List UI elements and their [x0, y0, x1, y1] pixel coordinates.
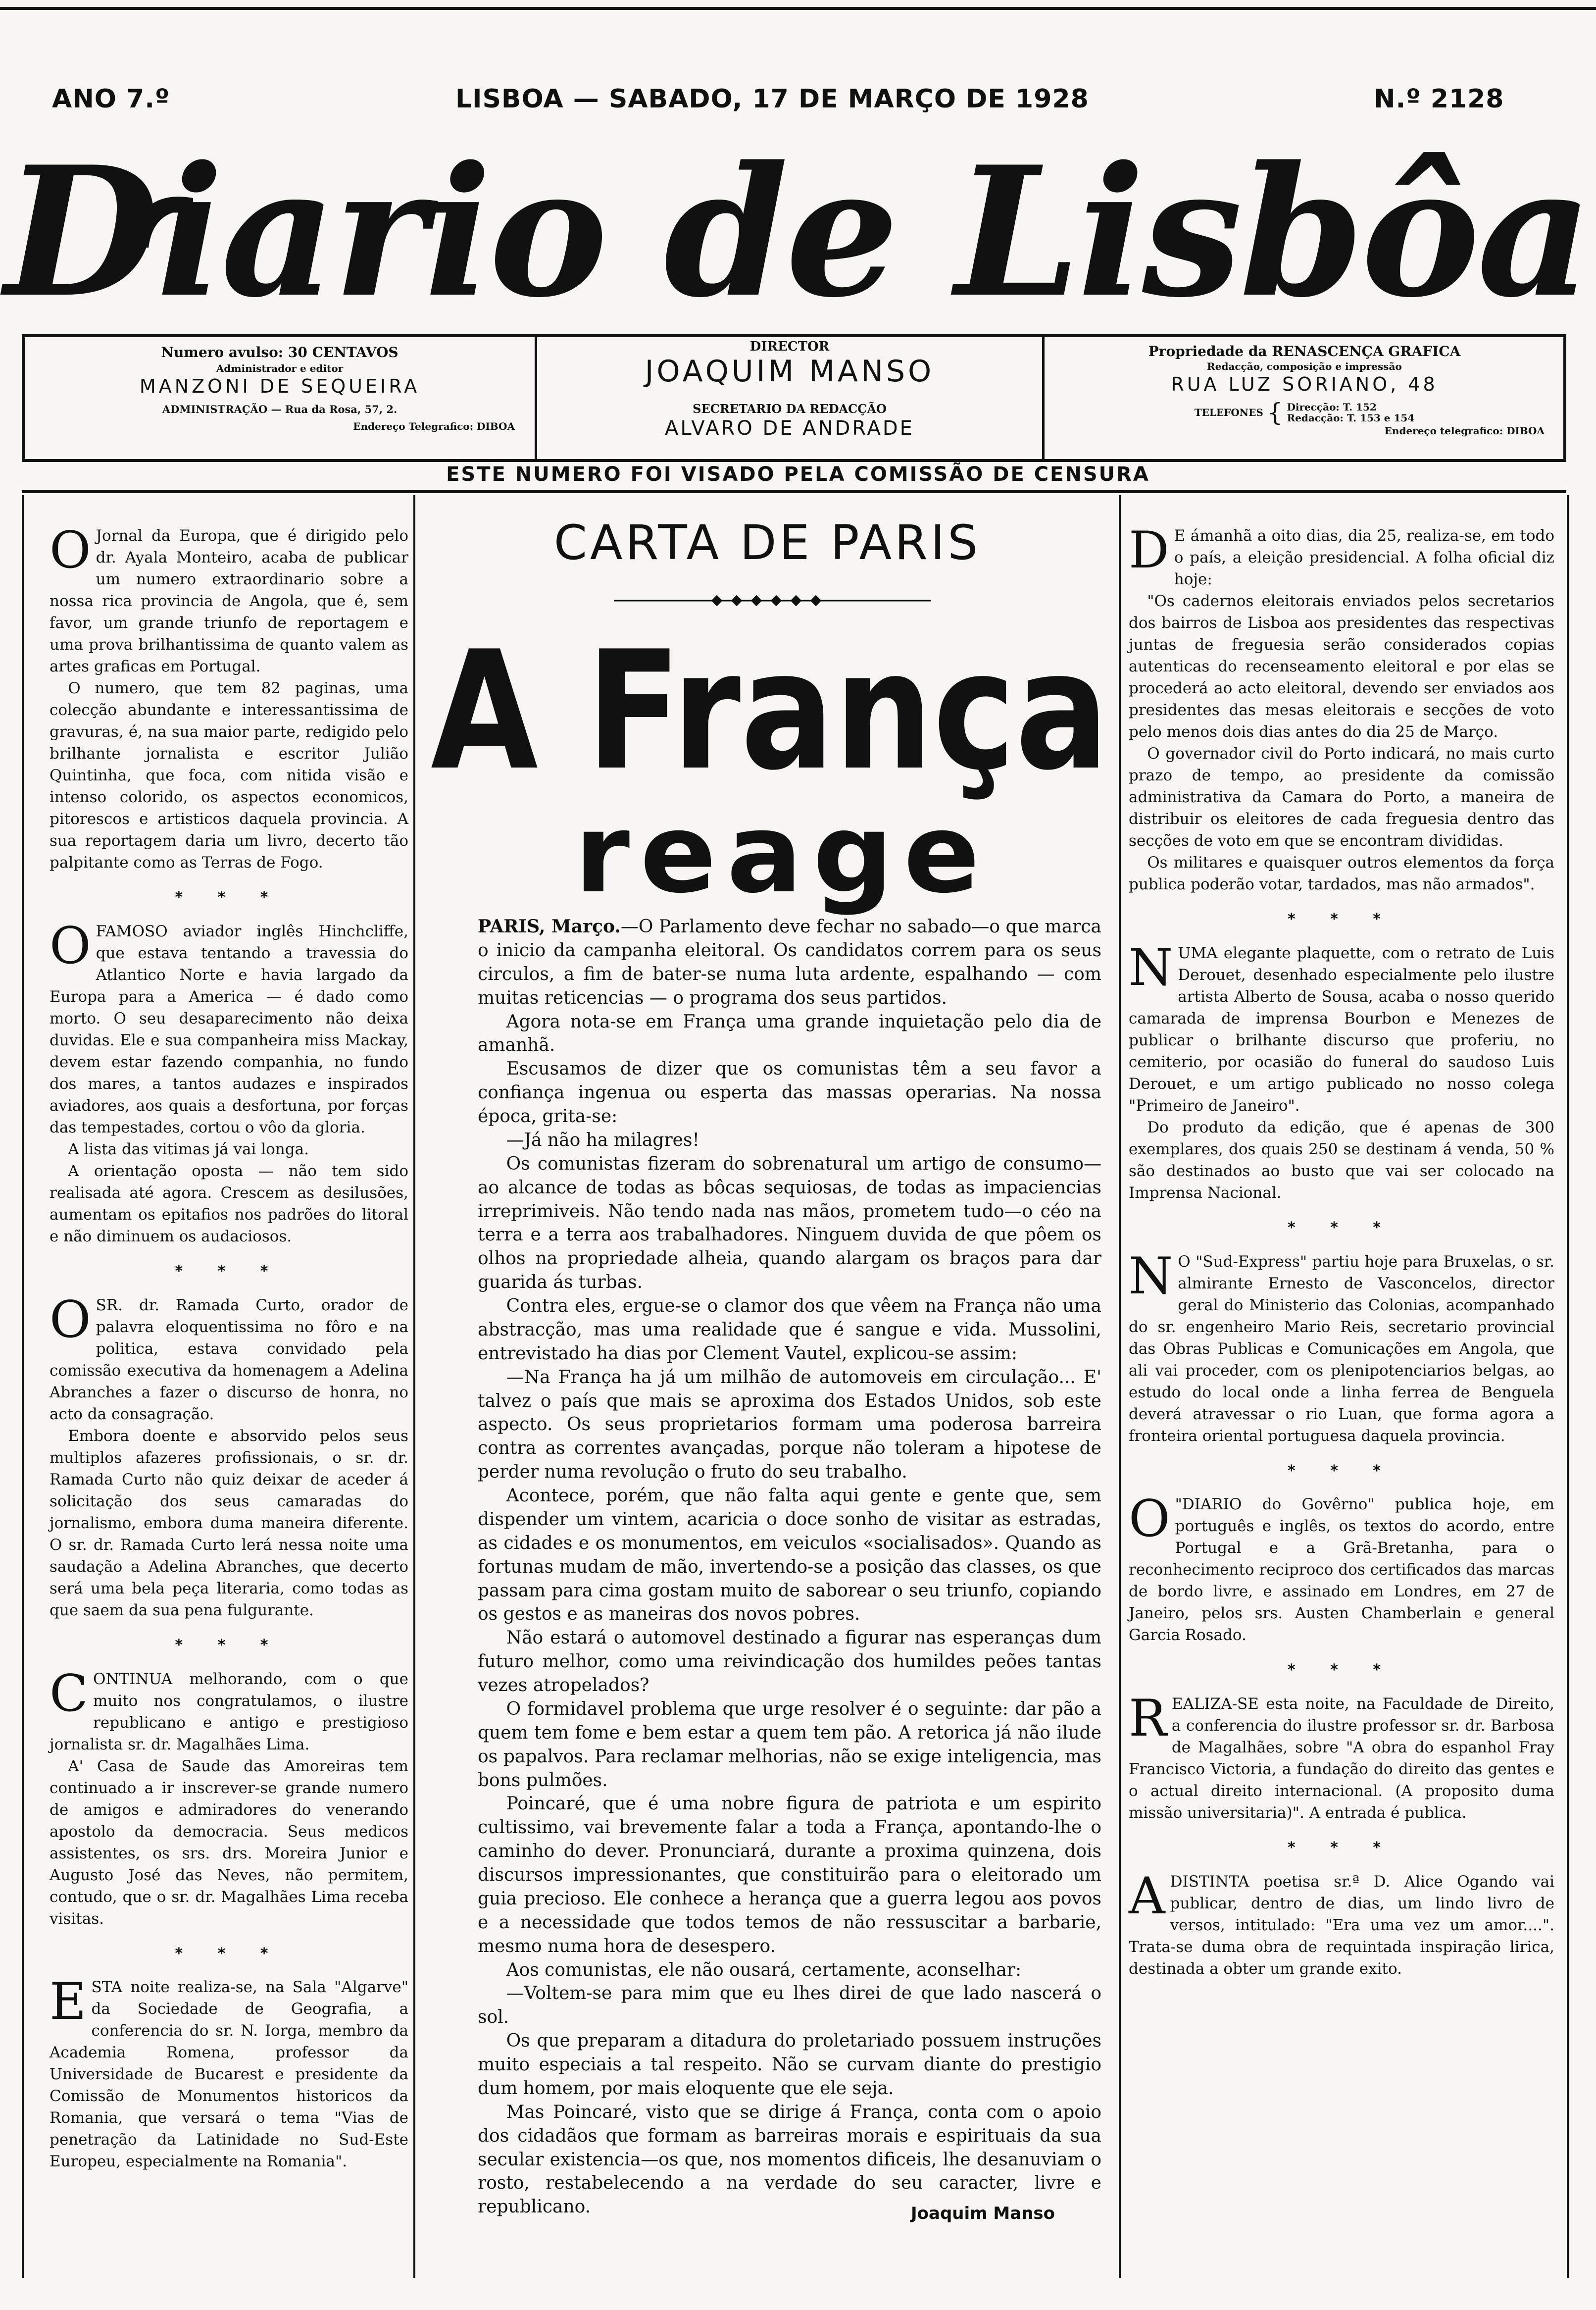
section-separator-stars: * * *	[1288, 1219, 1396, 1237]
article-paragraph-text: Os que preparam a ditadura do proletariado possuem instruções muito especiais a tal respeito. Não se curvam diante do prestigio dum homem, por mais eloquente que ele seja.	[478, 2031, 1101, 2099]
news-item-text: ONTINUA melhorando, com o que muito nos congratulamos, o ilustre republicano e antigo e prestigioso jornalista sr. dr. Magalhães Lima.	[50, 1670, 408, 1753]
article-paragraph	[478, 1958, 1101, 1982]
top-rule	[0, 7, 1596, 10]
info-administration	[25, 337, 535, 459]
news-item-paragraph: O governador civil do Porto indicará, no mais curto prazo de tempo, ao presidente da comissão administrativa da Camara do Porto, a maneira de distribuir os eleitores de cada freguesia dentro das secções de voto em que se encontram divididas.	[1129, 745, 1554, 850]
article-paragraph-text: Contra eles, ergue-se o clamor dos que vêem na França não uma abstracção, mas uma realidade que é sangue e vida. Mussolini, entrevistado ha dias por Clement Vautel, explicou-se assim:	[478, 1296, 1101, 1364]
article-paragraph	[478, 1626, 1101, 1697]
drop-cap: N	[1129, 1246, 1173, 1306]
telegraph-address-right: Endereço telegrafico: DIBOA	[1384, 425, 1545, 437]
drop-cap: O	[50, 1290, 91, 1349]
section-separator-stars: * * *	[1288, 911, 1396, 928]
info-direction	[535, 337, 1045, 459]
article-paragraph-text: O formidavel problema que urge resolver é o seguinte: dar pão a quem tem fome e bem estar a quem tem pão. A retorica já não ilude os papalvos. Para reclamar melhorias, não se exige inteligencia, mas bons pulmões.	[478, 1698, 1101, 1791]
info-ownership	[1045, 337, 1564, 459]
news-item	[50, 521, 408, 873]
article-paragraph-text: Aos comunistas, ele não ousará, certamente, aconselhar:	[506, 1959, 1022, 1980]
drop-cap: C	[50, 1664, 89, 1723]
dateline: LISBOA — SABADO, 17 DE MARÇO DE 1928	[455, 84, 1089, 114]
article-paragraph-text: —Já não ha milagres!	[506, 1129, 699, 1150]
article-paragraph	[478, 1057, 1101, 1129]
article-paragraph	[478, 1129, 1101, 1152]
article-paragraph-text: Escusamos de dizer que os comunistas têm a seu favor a confiança ingenua ou esperta das massas operarias. Na nossa época, grita-se:	[478, 1059, 1101, 1127]
article-paragraph-text: Agora nota-se em França uma grande inquietação pelo dia de amanhã.	[478, 1011, 1101, 1056]
article-body	[478, 915, 1101, 2219]
price-label: Numero avulso: 30 CENTAVOS	[161, 344, 399, 360]
article-paragraph	[478, 1366, 1101, 1484]
info-bar	[22, 334, 1566, 462]
news-item-lead	[50, 1290, 408, 1425]
drop-cap: O	[50, 916, 91, 975]
section-separator-stars: * * *	[175, 889, 283, 907]
section-separator-stars: * * *	[1288, 1661, 1396, 1679]
article-paragraph-text: Os comunistas fizeram do sobrenatural um artigo de consumo—ao alcance de todas as bôcas sequiosas, de todas as impaciencias irreprimiveis. Não tendo nada nas mãos, prometem tudo—o céo na terra e a terra aos trabalhadores. Ninguem duvida de que pôem os olhos na propriedade alheia, quando alargam os braços para dar guarida ás turbas.	[478, 1153, 1101, 1293]
right-column	[1129, 521, 1554, 1980]
news-item-lead	[50, 1972, 408, 2172]
editor-name: MANZONI DE SEQUEIRA	[139, 375, 420, 397]
phone-brace: {	[1267, 398, 1283, 427]
news-item	[1129, 1689, 1554, 1824]
drop-cap: D	[1129, 521, 1169, 580]
article-paragraph	[478, 1484, 1101, 1626]
news-item-text: STA noite realiza-se, na Sala "Algarve" da Sociedade de Geografia, a conferencia do sr. N. Iorga, membro da Academia Romena, professor da Universidade de Bucarest e presidente da Comissão de Monumentos historicos da Romania, que versará o tema "Vias de penetração da Latinidade no Sud-Este Europeu, especialmente na Romania".	[50, 1978, 408, 2171]
news-item-lead	[50, 1664, 408, 1755]
secretary-name: ALVARO DE ANDRADE	[665, 417, 914, 440]
news-item-paragraph: A lista das vitimas já vai longa.	[68, 1140, 309, 1158]
news-item-lead	[50, 916, 408, 1138]
section-separator-stars: * * *	[175, 1945, 283, 1962]
drop-cap: R	[1129, 1689, 1167, 1748]
article-headline	[423, 604, 1116, 812]
office-street: RUA LUZ SORIANO, 48	[1171, 373, 1438, 395]
drop-cap: N	[1129, 938, 1173, 997]
article-paragraph-text: Mas Poincaré, visto que se dirige á França, conta com o apoio dos cidadãos que formam as barreiras morais e espirituais da sua secular existencia—os que, nos momentos dificeis, lhe desanuviam o rosto, restabelecendo a na verdade do seu caracter, livre e republicano.	[478, 2102, 1101, 2217]
article-paragraph-text: Não estará o automovel destinado a figurar nas esperanças dum futuro melhor, como uma reivindicação dos humildes peões tantas vezes atropelados?	[478, 1628, 1101, 1695]
column-rule-right	[1119, 495, 1121, 2278]
section-separator-stars: * * *	[175, 1636, 283, 1654]
section-separator-stars: * * *	[1288, 1462, 1396, 1480]
news-item	[1129, 1866, 1554, 1980]
phone-direction: Direcção: T. 152	[1287, 401, 1377, 413]
article-dateline: PARIS, Março.	[478, 916, 621, 937]
news-item	[1129, 938, 1554, 1204]
news-item-paragraph: "Os cadernos eleitorais enviados pelos secretarios dos bairros de Lisboa aos presidentes das respectivas juntas de freguesia serão considerados copias autenticas do recenseamento eleitoral e por elas se procederá ao acto eleitoral, devendo ser enviados aos presidentes das mesas eleitorais e secções de voto pelo menos dois dias antes do dia 25 de Março.	[1129, 592, 1554, 741]
article-paragraph-text: —O Parlamento deve fechar no sabado—o que marca o inicio da campanha eleitoral. Os candidatos correm para os seus circulos, a fim de bater-se numa luta ardente, espalhando — com muitas reticencias — o programa dos seus partidos.	[478, 917, 1101, 1008]
headline-main: A França	[431, 616, 1109, 806]
censorship-rule	[22, 490, 1566, 493]
news-item-text: E ámanhã a oito dias, dia 25, realiza-se, em todo o país, a eleição presidencial. A folha oficial diz hoje:	[1174, 527, 1554, 589]
article-paragraph	[478, 2029, 1101, 2101]
right-border	[1567, 495, 1569, 2278]
owner-label: Propriedade da RENASCENÇA GRAFICA	[1148, 343, 1461, 359]
news-item	[1129, 1246, 1554, 1447]
news-item-paragraph: A' Casa de Saude das Amoreiras tem continuado a ir inscrever-se grande numero de amigos e admiradores do venerando apostolo da democracia. Seus medicos assistentes, os srs. drs. Moreira Junior e Augusto José das Neves, não permitem, contudo, que o sr. dr. Magalhães Lima receba visitas.	[50, 1757, 408, 1928]
article-paragraph	[478, 1697, 1101, 1793]
article-paragraph	[478, 1982, 1101, 2029]
article-paragraph	[478, 2101, 1101, 2219]
news-item-text: DISTINTA poetisa sr.ª D. Alice Ogando vai publicar, dentro de dias, um lindo livro de versos, intitulado: "Era uma vez um amor....". Trata-se duma obra de requintada inspiração lirica, destinada a obter um grande exito.	[1129, 1872, 1554, 1978]
editor-role: Administrador e editor	[216, 362, 344, 374]
article-paragraph-text: Acontece, porém, que não falta aqui gente e gente que, sem dispender um vintem, acaricia o doce sonho de visitar as estradas, as cidades e os monumentos, em veiculos «socialisados». Quando as fortunas mudam de mão, invertendo-se a posição das classes, os que passam para cima gostam muito de saborear o seu triunfo, copiando os gestos e as maneiras dos novos pobres.	[478, 1486, 1101, 1625]
news-item-lead	[1129, 1866, 1554, 1980]
phone-newsroom: Redacção: T. 153 e 154	[1287, 412, 1415, 424]
secretary-role: SECRETARIO DA REDACÇÃO	[693, 402, 887, 416]
news-item-text: Jornal da Europa, que é dirigido pelo dr. Ayala Monteiro, acaba de publicar um numero extraordinario sobre a nossa rica provincia de Angola, que é, sem favor, um grande triunfo de reportagem e uma prova brilhantissima de quanto valem as artes graficas em Portugal.	[50, 527, 408, 676]
headline-sub: reage	[574, 790, 990, 917]
section-separator-stars: * * *	[175, 1263, 283, 1281]
news-item-lead	[50, 521, 408, 677]
news-item-lead	[1129, 1689, 1554, 1824]
phones-label: TELEFONES	[1194, 407, 1263, 418]
news-item	[50, 916, 408, 1247]
administration-address: ADMINISTRAÇÃO — Rua da Rosa, 57, 2.	[162, 403, 398, 415]
news-item-text: "DIARIO do Govêrno" publica hoje, em português e inglês, os textos do acordo, entre Portugal e a Grã-Bretanha, para o reconhecimento reciproco dos certificados das marcas de bordo livre, e assinado em Londres, em 27 de Janeiro, pelos srs. Austen Chamberlain e general Garcia Rosado.	[1129, 1495, 1554, 1644]
article-kicker: CARTA DE PARIS	[553, 515, 981, 570]
drop-cap: E	[50, 1972, 87, 2032]
news-item-lead	[1129, 1489, 1554, 1646]
news-item-text: FAMOSO aviador inglês Hinchcliffe, que estava tentando a travessia do Atlantico Norte e havia largado da Europa para a America — é dado como morto. O seu desaparecimento não deixa duvidas. Ele e sua companheira miss Mackay, devem estar fazendo companhia, no fundo dos mares, a tantos audazes e inspirados aviadores, aos quais a desfortuna, por forças das tempestades, cortou o vôo da gloria.	[50, 922, 408, 1136]
phone-block	[1045, 398, 1564, 427]
news-item	[1129, 521, 1554, 895]
news-item-lead	[1129, 1246, 1554, 1447]
director-role: DIRECTOR	[749, 339, 830, 354]
drop-cap: O	[1129, 1489, 1170, 1549]
article-paragraph	[478, 1010, 1101, 1058]
news-item-paragraph: A orientação oposta — não tem sido realisada até agora. Crescem as desilusões, aumentam os epitafios nos padrões do litoral e não diminuem os audaciosos.	[50, 1162, 408, 1246]
news-item-lead	[1129, 521, 1554, 590]
article-signature: Joaquim Manso	[911, 2204, 1055, 2223]
news-item	[50, 1972, 408, 2172]
news-item-paragraph: O numero, que tem 82 paginas, uma colecção abundante e interessantissima de gravuras, é, na sua maior parte, redigido pelo brilhante jornalista e escritor Julião Quintinha, que foca, com nitida visão e intenso colorido, os aspectos economicos, pitorescos e artisticos daquela provincia. A sua reportagem daria um livro, decerto tão palpitante como as Terras de Fogo.	[50, 679, 408, 872]
article-paragraph-text: Poincaré, que é uma nobre figura de patriota e um espirito cultissimo, vai brevemente falar a toda a França, apontando-lhe o caminho do dever. Pronunciará, durante a proxima quinzena, dois discursos impressionantes, que constituirão para o eleitorado um guia precioso. Ele conhece a herança que a guerra legou aos povos e a necessidade que todos temos de não ressuscitar a barbarie, mesmo numa hora de desespero.	[478, 1794, 1101, 1956]
masthead-text: Diario de Lisbôa	[4, 127, 1590, 337]
news-item	[50, 1290, 408, 1621]
news-item-text: UMA elegante plaquette, com o retrato de Luis Derouet, desenhado especialmente pelo ilustre artista Alberto de Sousa, acaba o nosso querido camarada de imprensa Bourbon e Menezes de publicar o brilhante discurso que proferiu, no cemiterio, por ocasião do funeral do saudoso Luis Derouet, e um artigo publicado no nosso colega "Primeiro de Janeiro".	[1129, 944, 1554, 1115]
drop-cap: O	[50, 521, 91, 580]
telegraph-address-left: Endereço Telegrafico: DIBOA	[353, 420, 515, 432]
censorship-notice: ESTE NUMERO FOI VISADO PELA COMISSÃO DE CENSURA	[446, 463, 1150, 486]
services-label: Redacção, composição e impressão	[1207, 360, 1402, 372]
news-item	[50, 1664, 408, 1930]
news-item-lead	[1129, 938, 1554, 1117]
article-paragraph-text: —Voltem-se para mim que eu lhes direi de que lado nascerá o sol.	[478, 1983, 1101, 2028]
article-paragraph	[478, 1152, 1101, 1294]
news-item-paragraph: Os militares e quaisquer outros elementos da força publica poderão votar, tardados, mas não armados".	[1129, 854, 1554, 894]
article-paragraph	[478, 915, 1101, 1010]
drop-cap: A	[1129, 1866, 1165, 1926]
news-item-paragraph: Do produto da edição, que é apenas de 300 exemplares, dos quais 250 se destinam á venda, 50 % são destinados ao busto que vai ser colocado na Imprensa Nacional.	[1129, 1118, 1554, 1202]
article-paragraph-text: —Na França ha já um milhão de automoveis em circulação... E' talvez o país que mais se aproxima dos Estados Unidos, sob este aspecto. Os seus proprietarios formam uma poderosa barreira contra as correntes avançadas, porque não toleram a hipotese de perder numa revolução o fruto do seu trabalho.	[478, 1367, 1101, 1483]
column-rule-left	[413, 495, 415, 2278]
article-subheadline	[564, 790, 1000, 917]
masthead-title	[4, 124, 1590, 337]
section-separator-stars: * * *	[1288, 1839, 1396, 1857]
article-paragraph	[478, 1792, 1101, 1958]
news-item-text: SR. dr. Ramada Curto, orador de palavra eloquentissima no fôro e na politica, estava convidado pela comissão executiva da homenagem a Adelina Abranches a fazer o discurso de honra, no acto da consagração.	[50, 1296, 408, 1423]
year-label: ANO 7.º	[52, 84, 170, 114]
news-item	[1129, 1489, 1554, 1646]
news-item-text: O "Sud-Express" partiu hoje para Bruxelas, o sr. almirante Ernesto de Vasconcelos, director geral do Ministerio das Colonias, acompanhado do sr. engenheiro Mario Reis, secretario provincial das Obras Publicas e Comunicações em Angola, que ali vai proceder, com os plenipotenciarios belgas, ao estudo do local onde a linha ferrea de Benguela deverá atravessar o rio Luan, que forma agora a fronteira oriental portuguesa daquela provincia.	[1129, 1252, 1554, 1445]
news-item-paragraph: Embora doente e absorvido pelos seus multiplos afazeres profissionais, o sr. dr. Ramada Curto não quiz deixar de aceder á solicitação dos seus camaradas do jornalismo, embora duma maneira diferente. O sr. dr. Ramada Curto lerá nessa noite uma saudação a Adelina Abranches, que decerto será uma bela peça literaria, como todas as que saem da sua pena fulgurante.	[50, 1427, 408, 1619]
issue-number: N.º 2128	[1374, 84, 1504, 114]
left-column	[50, 521, 408, 2172]
director-name: JOAQUIM MANSO	[645, 354, 935, 389]
article-paragraph	[478, 1294, 1101, 1366]
left-border	[22, 495, 24, 2278]
news-item-text: EALIZA-SE esta noite, na Faculdade de Direito, a conferencia do ilustre professor sr. dr. Barbosa de Magalhães, sobre "A obra do espanhol Fray Francisco Victoria, a fundação do direito das gentes e o actual direito internacional. (A proposito duma missão universitaria)". A entrada é publica.	[1129, 1695, 1554, 1822]
phone-numbers	[1287, 402, 1415, 423]
